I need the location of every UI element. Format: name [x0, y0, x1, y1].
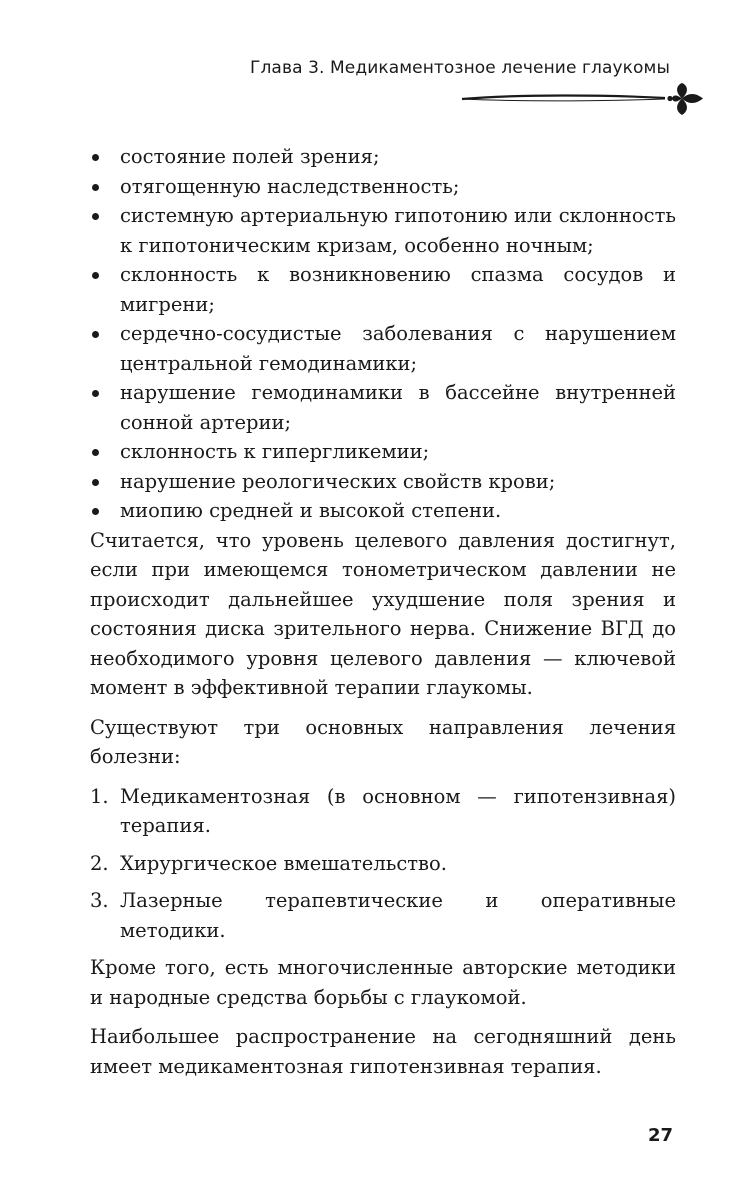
page-body: [90, 142, 676, 1081]
list-item: миопию средней и высокой степени.: [90, 496, 676, 526]
paragraph-target-pressure: Считается, что уровень целевого давления достигнут, если при имеющемся тонометрическом давлении не происходит дальнейшее ухудшение поля зрения и состояния диска зрительного нерва. Снижение ВГД до необходимого уровня целевого давления — ключевой момент в эффективной терапии глаукомы.: [90, 528, 676, 699]
list-item: отягощенную наследственность;: [90, 172, 676, 202]
list-item: 2. Хирургическое вмешательство.: [90, 851, 447, 875]
list-item: состояние полей зрения;: [90, 142, 676, 172]
bullet-icon: [92, 479, 99, 486]
list-item: сердечно-сосудистые заболевания с нарушением центральной гемодинамики;: [90, 319, 676, 378]
bullet-icon: [92, 390, 99, 397]
list-item: нарушение гемодинамики в бассейне внутренней сонной артерии;: [90, 378, 676, 437]
list-item: склонность к возникновению спазма сосудов и мигрени;: [90, 260, 676, 319]
list-item: 3. Лазерные терапевтические и оперативные методики.: [90, 889, 676, 942]
paragraph-medication: Наибольшее распространение на сегодняшний день имеет медикаментозная гипотензивная терапия.: [90, 1025, 676, 1078]
running-header: Глава 3. Медикаментозное лечение глаукомы: [250, 58, 670, 78]
treatment-list: [90, 782, 676, 946]
list-item: нарушение реологических свойств крови;: [90, 467, 676, 497]
page-number: 27: [647, 1125, 673, 1146]
bullet-icon: [92, 184, 99, 191]
paragraph-author-methods: Кроме того, есть многочисленные авторские методики и народные средства борьбы с глаукомой.: [90, 956, 676, 1009]
list-item: 1. Медикаментозная (в основном — гипотензивная) терапия.: [90, 784, 676, 837]
bullet-icon: [92, 272, 99, 279]
ornament-divider-icon: [460, 82, 705, 116]
bullet-icon: [92, 508, 99, 515]
bullet-icon: [92, 154, 99, 161]
bullet-icon: [92, 331, 99, 338]
bullet-icon: [92, 213, 99, 220]
factor-list: [90, 142, 676, 526]
paragraph-directions: Существуют три основных направления лечения болезни:: [90, 715, 676, 768]
list-item: системную артериальную гипотонию или склонность к гипотоническим кризам, особенно ночным;: [90, 201, 676, 260]
bullet-icon: [92, 449, 99, 456]
list-item: склонность к гипергликемии;: [90, 437, 676, 467]
